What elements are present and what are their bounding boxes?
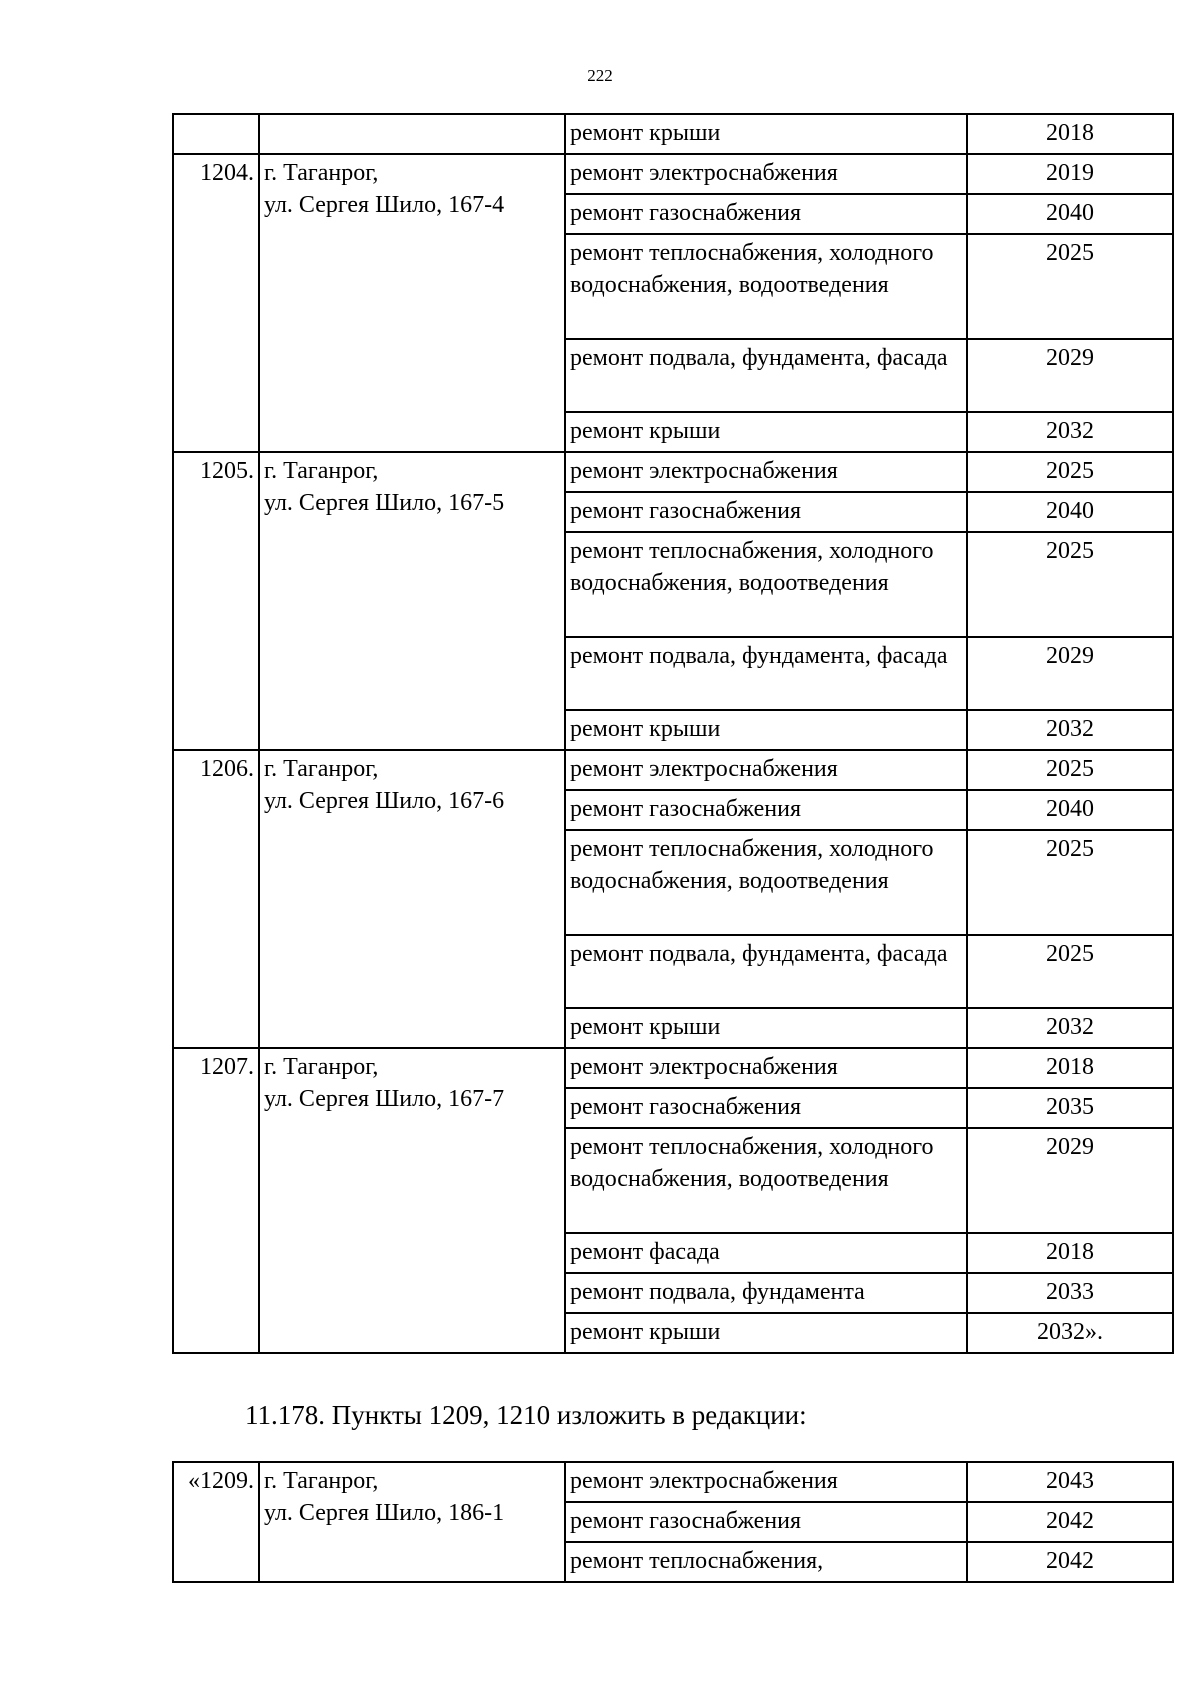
year-cell: 2040 <box>967 194 1173 234</box>
work-type-cell: ремонт крыши <box>565 114 967 154</box>
repair-schedule-table <box>172 113 1174 1354</box>
amended-repair-table <box>172 1461 1174 1583</box>
work-type-cell: ремонт теплоснабжения, холодного водоснабжения, водоотведения <box>565 1128 967 1233</box>
table-row <box>173 1048 1173 1088</box>
year-cell: 2043 <box>967 1462 1173 1502</box>
work-type-cell: ремонт крыши <box>565 1008 967 1048</box>
table-row <box>173 452 1173 492</box>
address-street: ул. Сергея Шило, 167-4 <box>264 192 505 218</box>
address-cell <box>259 114 565 154</box>
address-city: г. Таганрог, <box>264 756 379 782</box>
year-cell: 2025 <box>967 830 1173 935</box>
work-type-cell: ремонт электроснабжения <box>565 1048 967 1088</box>
table-row <box>173 154 1173 194</box>
work-type-cell: ремонт газоснабжения <box>565 1502 967 1542</box>
work-type-cell: ремонт подвала, фундамента, фасада <box>565 339 967 412</box>
work-type-cell: ремонт теплоснабжения, холодного водоснабжения, водоотведения <box>565 830 967 935</box>
year-cell: 2033 <box>967 1273 1173 1313</box>
year-cell: 2025 <box>967 750 1173 790</box>
year-cell: 2029 <box>967 637 1173 710</box>
work-type-cell: ремонт подвала, фундамента, фасада <box>565 637 967 710</box>
year-cell: 2032 <box>967 412 1173 452</box>
page-number: 222 <box>587 66 613 85</box>
address-city: г. Таганрог, <box>264 1054 379 1080</box>
work-type-cell: ремонт фасада <box>565 1233 967 1273</box>
address-cell <box>259 1048 565 1353</box>
year-cell: 2032 <box>967 1008 1173 1048</box>
work-type-cell: ремонт газоснабжения <box>565 194 967 234</box>
year-cell: 2025 <box>967 452 1173 492</box>
year-cell: 2042 <box>967 1542 1173 1582</box>
year-cell: 2040 <box>967 790 1173 830</box>
work-type-cell: ремонт крыши <box>565 710 967 750</box>
work-type-cell: ремонт электроснабжения <box>565 154 967 194</box>
work-type-cell: ремонт электроснабжения <box>565 750 967 790</box>
year-cell: 2018 <box>967 1233 1173 1273</box>
address-city: г. Таганрог, <box>264 1468 379 1494</box>
year-cell: 2025 <box>967 532 1173 637</box>
address-cell <box>259 750 565 1048</box>
address-street: ул. Сергея Шило, 167-7 <box>264 1086 505 1112</box>
year-cell: 2019 <box>967 154 1173 194</box>
work-type-cell: ремонт подвала, фундамента, фасада <box>565 935 967 1008</box>
year-cell: 2032 <box>967 710 1173 750</box>
work-type-cell: ремонт крыши <box>565 412 967 452</box>
item-number-cell: 1207. <box>173 1048 259 1353</box>
address-city: г. Таганрог, <box>264 160 379 186</box>
work-type-cell: ремонт теплоснабжения, холодного водоснабжения, водоотведения <box>565 532 967 637</box>
item-number-cell <box>173 114 259 154</box>
table-row <box>173 750 1173 790</box>
work-type-cell: ремонт газоснабжения <box>565 790 967 830</box>
work-type-cell: ремонт электроснабжения <box>565 1462 967 1502</box>
year-cell: 2040 <box>967 492 1173 532</box>
year-cell: 2018 <box>967 1048 1173 1088</box>
address-cell <box>259 1462 565 1582</box>
address-city: г. Таганрог, <box>264 458 379 484</box>
address-street: ул. Сергея Шило, 167-6 <box>264 788 505 814</box>
work-type-cell: ремонт теплоснабжения, холодного водоснабжения, водоотведения <box>565 234 967 339</box>
work-type-cell: ремонт теплоснабжения, <box>565 1542 967 1582</box>
item-number-cell: 1205. <box>173 452 259 750</box>
year-cell: 2032». <box>967 1313 1173 1353</box>
address-cell <box>259 154 565 452</box>
item-number-cell: 1206. <box>173 750 259 1048</box>
year-cell: 2029 <box>967 1128 1173 1233</box>
amendment-paragraph: 11.178. Пункты 1209, 1210 изложить в редакции: <box>245 1400 807 1430</box>
year-cell: 2042 <box>967 1502 1173 1542</box>
work-type-cell: ремонт газоснабжения <box>565 1088 967 1128</box>
year-cell: 2035 <box>967 1088 1173 1128</box>
address-cell <box>259 452 565 750</box>
work-type-cell: ремонт подвала, фундамента <box>565 1273 967 1313</box>
work-type-cell: ремонт газоснабжения <box>565 492 967 532</box>
address-street: ул. Сергея Шило, 167-5 <box>264 490 505 516</box>
item-number-cell: «1209. <box>173 1462 259 1582</box>
year-cell: 2025 <box>967 935 1173 1008</box>
table-row <box>173 114 1173 154</box>
year-cell: 2025 <box>967 234 1173 339</box>
year-cell: 2029 <box>967 339 1173 412</box>
table-row <box>173 1462 1173 1502</box>
year-cell: 2018 <box>967 114 1173 154</box>
work-type-cell: ремонт электроснабжения <box>565 452 967 492</box>
work-type-cell: ремонт крыши <box>565 1313 967 1353</box>
item-number-cell: 1204. <box>173 154 259 452</box>
address-street: ул. Сергея Шило, 186-1 <box>264 1500 505 1526</box>
